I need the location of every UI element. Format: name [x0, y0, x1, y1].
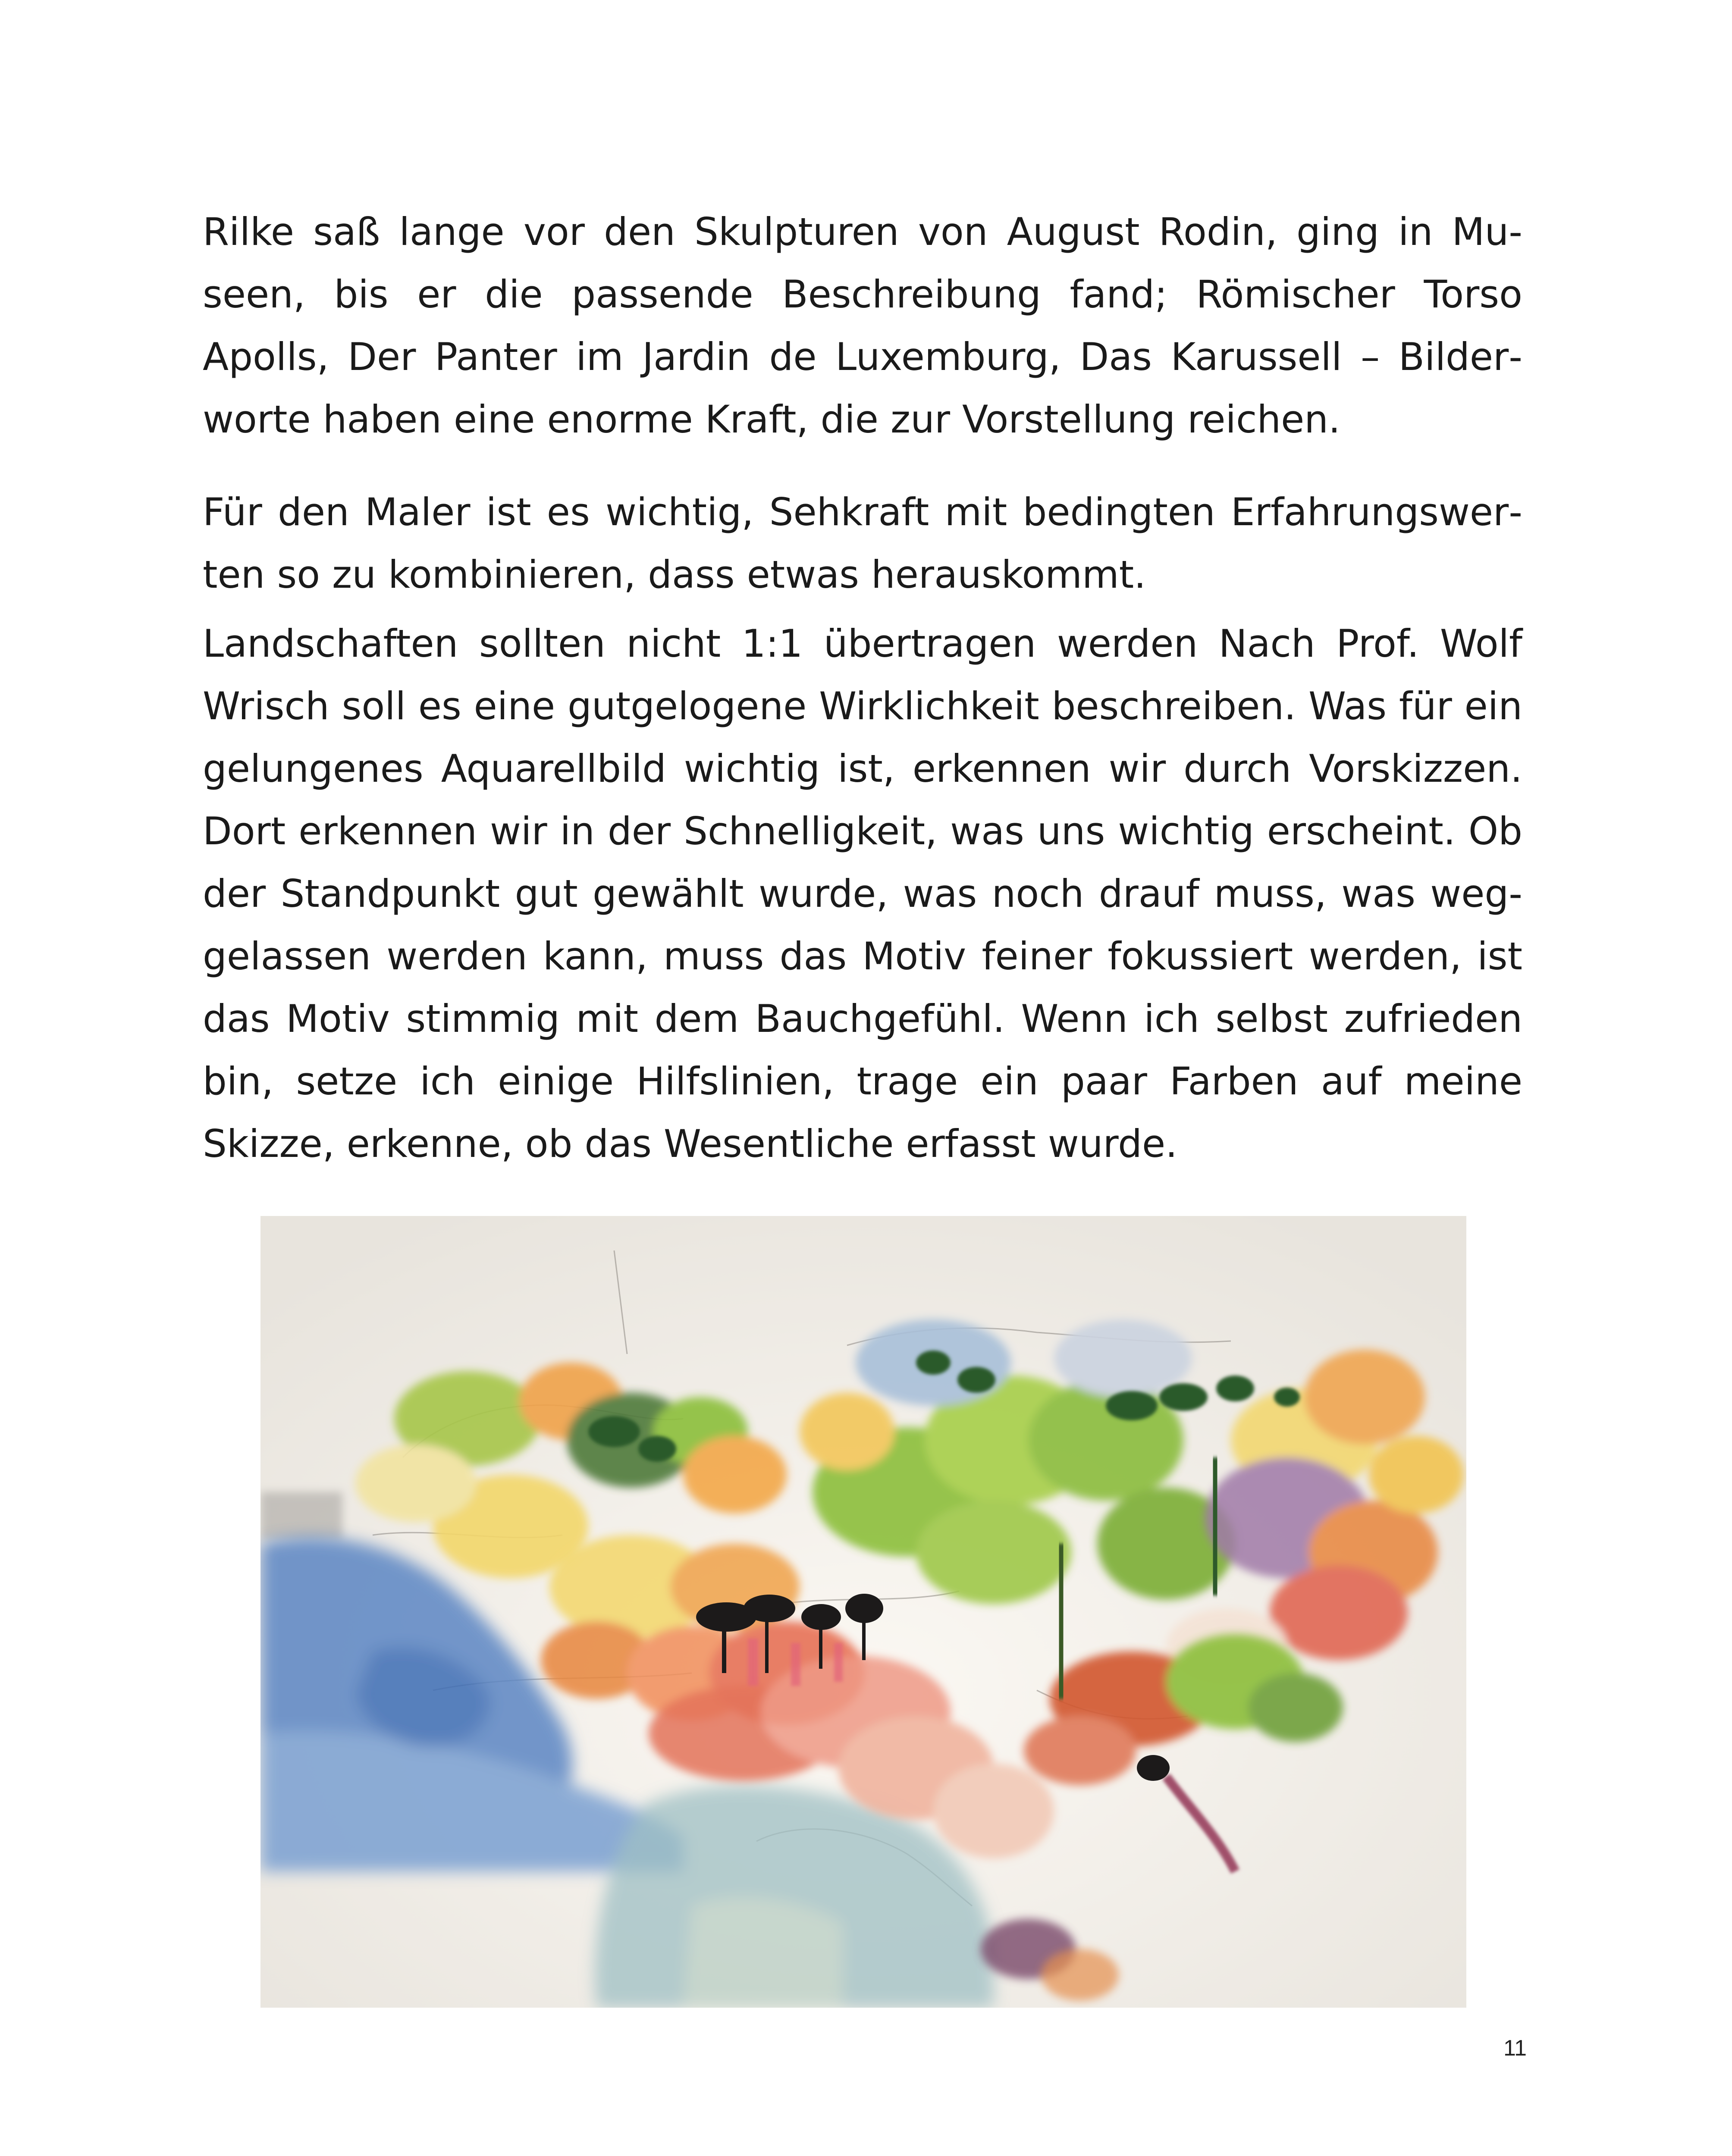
paragraph-2-text: Für den Maler ist es wichtig, Sehkraft mit bedingten Erfahrungswerten so zu kombinieren, dass etwas herauskommt.: [203, 490, 1522, 597]
watercolor-painting-image: [260, 1216, 1466, 2008]
paragraph-1-text: Rilke saß lange vor den Skulpturen von August Rodin, ging in Museen, bis er die passende Beschreibung fand; Römischer Torso Apolls, Der Panter im Jardin de Luxemburg, Das Karussell – Bilderworte haben eine enorme Kraft, die zur Vorstellung reichen.: [203, 210, 1522, 442]
page-number: 11: [1503, 2036, 1527, 2061]
watercolor-landscape-icon: [260, 1216, 1466, 2008]
paragraph-2: [203, 481, 1522, 606]
paragraph-1: [203, 201, 1522, 451]
paragraph-3-text: Landschaften sollten nicht 1:1 übertragen werden Nach Prof. Wolf Wrisch soll es eine gutgelogene Wirklichkeit beschreiben. Was für ein gelungenes Aquarellbild wichtig ist, erkennen wir durch Vorskizzen. Dort erkennen wir in der Schnelligkeit, was uns wichtig erscheint. Ob der Standpunkt gut gewählt wurde, was noch drauf muss, was weggelassen werden kann, muss das Motiv feiner fokussiert werden, ist das Motiv stimmig mit dem Bauchgefühl. Wenn ich selbst zufrieden bin, setze ich einige Hilfslinien, trage ein paar Farben auf meine Skizze, erkenne, ob das Wesentliche erfasst wurde.: [203, 621, 1522, 1166]
paragraph-3: [203, 612, 1522, 1175]
